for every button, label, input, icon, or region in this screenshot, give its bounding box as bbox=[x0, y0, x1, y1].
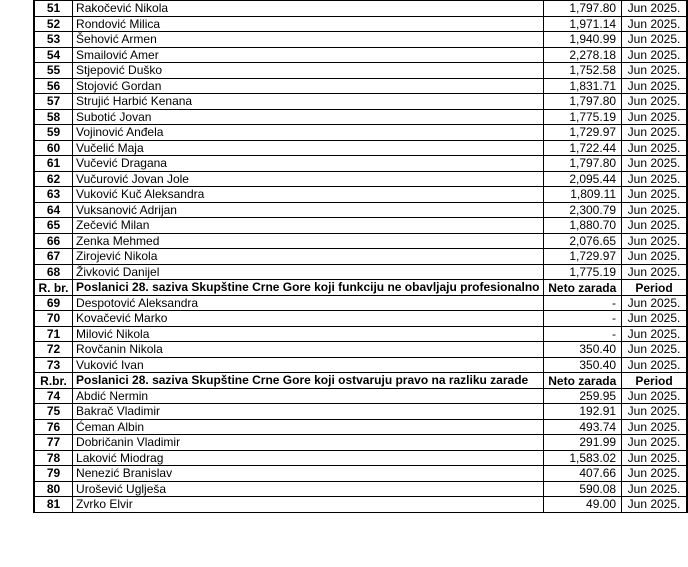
period-header: Period bbox=[622, 373, 687, 389]
row-number: 78 bbox=[34, 450, 73, 466]
table-row bbox=[34, 435, 687, 451]
period: Jun 2025. bbox=[622, 156, 687, 172]
member-name: Zvrko Elvir bbox=[73, 497, 543, 513]
member-name: Dobričanin Vladimir bbox=[73, 435, 543, 451]
member-name: Vuković Kuč Aleksandra bbox=[73, 187, 543, 203]
table-row bbox=[34, 466, 687, 482]
table-row bbox=[34, 357, 687, 373]
period: Jun 2025. bbox=[622, 16, 687, 32]
member-name: Vojinović Anđela bbox=[73, 125, 543, 141]
member-name: Rakočević Nikola bbox=[73, 1, 543, 17]
member-name: Rondović Milica bbox=[73, 16, 543, 32]
row-number: 54 bbox=[34, 47, 73, 63]
member-name: Smailović Amer bbox=[73, 47, 543, 63]
member-name: Šehović Armen bbox=[73, 32, 543, 48]
row-number: 63 bbox=[34, 187, 73, 203]
table-row bbox=[34, 249, 687, 265]
table-row bbox=[34, 404, 687, 420]
net-salary: 291.99 bbox=[543, 435, 622, 451]
period: Jun 2025. bbox=[622, 481, 687, 497]
row-number: 51 bbox=[34, 1, 73, 17]
row-number: 77 bbox=[34, 435, 73, 451]
net-salary: - bbox=[543, 326, 622, 342]
row-number: 75 bbox=[34, 404, 73, 420]
row-number: 56 bbox=[34, 78, 73, 94]
salary-table bbox=[33, 0, 688, 513]
table-row bbox=[34, 233, 687, 249]
net-salary: 1,775.19 bbox=[543, 109, 622, 125]
table-row bbox=[34, 32, 687, 48]
net-salary: 2,278.18 bbox=[543, 47, 622, 63]
row-number: 70 bbox=[34, 311, 73, 327]
period: Jun 2025. bbox=[622, 187, 687, 203]
period: Jun 2025. bbox=[622, 140, 687, 156]
section-header-rb: R.br. bbox=[34, 373, 73, 389]
row-number: 52 bbox=[34, 16, 73, 32]
period: Jun 2025. bbox=[622, 109, 687, 125]
net-salary-header: Neto zarada bbox=[543, 373, 622, 389]
period: Jun 2025. bbox=[622, 342, 687, 358]
member-name: Vučević Dragana bbox=[73, 156, 543, 172]
net-salary: 1,880.70 bbox=[543, 218, 622, 234]
table-row bbox=[34, 78, 687, 94]
row-number: 68 bbox=[34, 264, 73, 280]
net-salary: 1,583.02 bbox=[543, 450, 622, 466]
period: Jun 2025. bbox=[622, 311, 687, 327]
row-number: 55 bbox=[34, 63, 73, 79]
member-name: Rovčanin Nikola bbox=[73, 342, 543, 358]
net-salary: 493.74 bbox=[543, 419, 622, 435]
period: Jun 2025. bbox=[622, 450, 687, 466]
period: Jun 2025. bbox=[622, 125, 687, 141]
row-number: 65 bbox=[34, 218, 73, 234]
member-name: Vuković Ivan bbox=[73, 357, 543, 373]
member-name: Zečević Milan bbox=[73, 218, 543, 234]
table-row bbox=[34, 63, 687, 79]
row-number: 73 bbox=[34, 357, 73, 373]
period: Jun 2025. bbox=[622, 202, 687, 218]
table-row bbox=[34, 47, 687, 63]
member-name: Bakrač Vladimir bbox=[73, 404, 543, 420]
period: Jun 2025. bbox=[622, 435, 687, 451]
net-salary: 1,722.44 bbox=[543, 140, 622, 156]
row-number: 61 bbox=[34, 156, 73, 172]
net-salary: 2,300.79 bbox=[543, 202, 622, 218]
table-row bbox=[34, 94, 687, 110]
row-number: 58 bbox=[34, 109, 73, 125]
table-row bbox=[34, 388, 687, 404]
net-salary: 1,971.14 bbox=[543, 16, 622, 32]
row-number: 62 bbox=[34, 171, 73, 187]
member-name: Nenezić Branislav bbox=[73, 466, 543, 482]
net-salary-header: Neto zarada bbox=[543, 280, 622, 296]
period: Jun 2025. bbox=[622, 466, 687, 482]
net-salary: 1,940.99 bbox=[543, 32, 622, 48]
table-row bbox=[34, 497, 687, 513]
salary-table-body bbox=[34, 1, 687, 513]
table-row bbox=[34, 264, 687, 280]
table-row bbox=[34, 1, 687, 17]
table-row bbox=[34, 419, 687, 435]
period: Jun 2025. bbox=[622, 264, 687, 280]
member-name: Stjepović Duško bbox=[73, 63, 543, 79]
net-salary: 192.91 bbox=[543, 404, 622, 420]
member-name: Živković Danijel bbox=[73, 264, 543, 280]
period: Jun 2025. bbox=[622, 388, 687, 404]
period: Jun 2025. bbox=[622, 32, 687, 48]
member-name: Stojović Gordan bbox=[73, 78, 543, 94]
table-row bbox=[34, 109, 687, 125]
period: Jun 2025. bbox=[622, 326, 687, 342]
table-row bbox=[34, 218, 687, 234]
period: Jun 2025. bbox=[622, 357, 687, 373]
net-salary: 1,797.80 bbox=[543, 156, 622, 172]
member-name: Zirojević Nikola bbox=[73, 249, 543, 265]
net-salary: 1,729.97 bbox=[543, 125, 622, 141]
row-number: 57 bbox=[34, 94, 73, 110]
section-title: Poslanici 28. saziva Skupštine Crne Gore koji ostvaruju pravo na razliku zarade bbox=[73, 373, 543, 389]
period: Jun 2025. bbox=[622, 497, 687, 513]
row-number: 81 bbox=[34, 497, 73, 513]
member-name: Abdić Nermin bbox=[73, 388, 543, 404]
net-salary: 350.40 bbox=[543, 342, 622, 358]
section-header-row bbox=[34, 373, 687, 389]
net-salary: 1,775.19 bbox=[543, 264, 622, 280]
row-number: 74 bbox=[34, 388, 73, 404]
period: Jun 2025. bbox=[622, 78, 687, 94]
period: Jun 2025. bbox=[622, 47, 687, 63]
period: Jun 2025. bbox=[622, 94, 687, 110]
period-header: Period bbox=[622, 280, 687, 296]
table-row bbox=[34, 342, 687, 358]
net-salary: 1,831.71 bbox=[543, 78, 622, 94]
table-row bbox=[34, 202, 687, 218]
period: Jun 2025. bbox=[622, 404, 687, 420]
period: Jun 2025. bbox=[622, 63, 687, 79]
section-header-rb: R. br. bbox=[34, 280, 73, 296]
net-salary: 2,095.44 bbox=[543, 171, 622, 187]
net-salary: - bbox=[543, 311, 622, 327]
net-salary: 350.40 bbox=[543, 357, 622, 373]
table-row bbox=[34, 450, 687, 466]
member-name: Ćeman Albin bbox=[73, 419, 543, 435]
row-number: 66 bbox=[34, 233, 73, 249]
table-row bbox=[34, 326, 687, 342]
period: Jun 2025. bbox=[622, 419, 687, 435]
net-salary: 1,752.58 bbox=[543, 63, 622, 79]
member-name: Despotović Aleksandra bbox=[73, 295, 543, 311]
table-row bbox=[34, 481, 687, 497]
row-number: 60 bbox=[34, 140, 73, 156]
row-number: 76 bbox=[34, 419, 73, 435]
net-salary: 1,797.80 bbox=[543, 1, 622, 17]
table-row bbox=[34, 311, 687, 327]
table-row bbox=[34, 16, 687, 32]
member-name: Laković Miodrag bbox=[73, 450, 543, 466]
section-title: Poslanici 28. saziva Skupštine Crne Gore koji funkciju ne obavljaju profesionalno bbox=[73, 280, 543, 296]
row-number: 67 bbox=[34, 249, 73, 265]
member-name: Kovačević Marko bbox=[73, 311, 543, 327]
row-number: 53 bbox=[34, 32, 73, 48]
member-name: Zenka Mehmed bbox=[73, 233, 543, 249]
member-name: Strujić Harbić Kenana bbox=[73, 94, 543, 110]
table-row bbox=[34, 295, 687, 311]
table-row bbox=[34, 156, 687, 172]
period: Jun 2025. bbox=[622, 295, 687, 311]
period: Jun 2025. bbox=[622, 218, 687, 234]
table-row bbox=[34, 140, 687, 156]
net-salary: 407.66 bbox=[543, 466, 622, 482]
member-name: Vučurović Jovan Jole bbox=[73, 171, 543, 187]
net-salary: 259.95 bbox=[543, 388, 622, 404]
row-number: 72 bbox=[34, 342, 73, 358]
row-number: 59 bbox=[34, 125, 73, 141]
row-number: 80 bbox=[34, 481, 73, 497]
row-number: 79 bbox=[34, 466, 73, 482]
net-salary: - bbox=[543, 295, 622, 311]
member-name: Milović Nikola bbox=[73, 326, 543, 342]
section-header-row bbox=[34, 280, 687, 296]
net-salary: 49.00 bbox=[543, 497, 622, 513]
table-row bbox=[34, 171, 687, 187]
period: Jun 2025. bbox=[622, 233, 687, 249]
net-salary: 1,729.97 bbox=[543, 249, 622, 265]
net-salary: 590.08 bbox=[543, 481, 622, 497]
member-name: Vuksanović Adrijan bbox=[73, 202, 543, 218]
table-row bbox=[34, 125, 687, 141]
period: Jun 2025. bbox=[622, 171, 687, 187]
net-salary: 1,797.80 bbox=[543, 94, 622, 110]
table-row bbox=[34, 187, 687, 203]
member-name: Subotić Jovan bbox=[73, 109, 543, 125]
period: Jun 2025. bbox=[622, 249, 687, 265]
net-salary: 1,809.11 bbox=[543, 187, 622, 203]
row-number: 69 bbox=[34, 295, 73, 311]
net-salary: 2,076.65 bbox=[543, 233, 622, 249]
period: Jun 2025. bbox=[622, 1, 687, 17]
member-name: Urošević Uglješa bbox=[73, 481, 543, 497]
row-number: 64 bbox=[34, 202, 73, 218]
member-name: Vučelić Maja bbox=[73, 140, 543, 156]
row-number: 71 bbox=[34, 326, 73, 342]
